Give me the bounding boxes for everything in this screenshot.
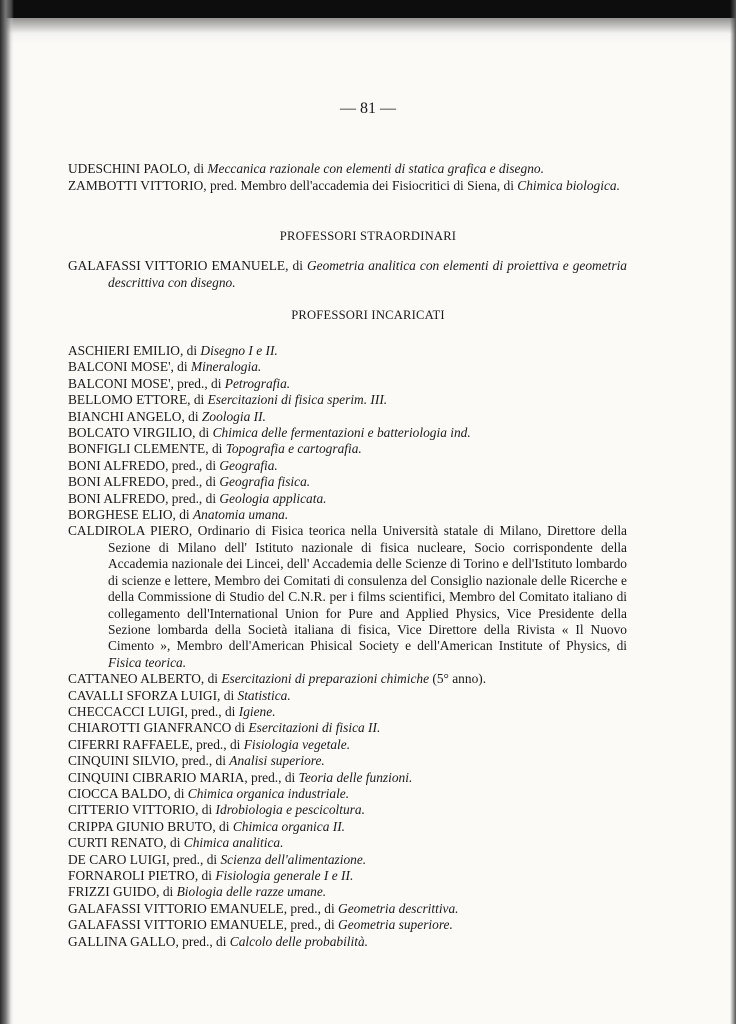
list-item xyxy=(68,917,627,933)
entry-name: GALAFASSI VITTORIO EMANUELE xyxy=(68,900,284,916)
entry-text: , pred., di xyxy=(165,457,220,473)
list-item xyxy=(68,720,627,736)
entry-subject: Petrografia. xyxy=(224,375,291,391)
entry-text: , di xyxy=(186,161,208,176)
entry-text: , pred., di xyxy=(175,933,230,949)
entry-text: , di xyxy=(170,359,191,375)
entry-subject: Teoria delle funzioni. xyxy=(298,769,413,785)
entry-text: , pred., di xyxy=(165,490,220,506)
entry-text: , Ordinario di Fisica teorica nella Università statale di Milano, Direttore della Sezione di Milano dell' Istituto nazionale di fisica nucleare, Socio corrispondente della Accademia nazionale dei Lincei, dell' Accademia delle Scienze di Torino e dell'Istituto lombardo di scienze e lettere, Membro dei Comitati di consulenza del Consiglio nazionale delle Ricerche e della Commissione di Studio del C.N.R. per i films scientifici, Membro del Comitato italiano di collegamento dell'International Union for Pure and Applied Physics, Vice Presidente della Sezione lombarda della Società italiana di fisica, Vice Direttore della Rivista « Il Nuovo Cimento », Membro dell'American Phisical Society e dell'American Institute of Physics, di xyxy=(108,523,627,654)
entry-subject: Geometria superiore. xyxy=(338,917,453,933)
entry-text: di xyxy=(231,720,249,736)
entry-name: CIOCCA BALDO xyxy=(68,785,168,801)
straordinari-entries xyxy=(68,257,627,291)
list-item xyxy=(68,786,627,802)
entry-name: BALCONI MOSE' xyxy=(68,375,171,391)
entry-subject: Analisi superiore. xyxy=(229,753,325,769)
list-item xyxy=(68,704,627,720)
entry-name: CURTI RENATO xyxy=(68,835,164,851)
entry-text: , di xyxy=(195,802,216,818)
incaricati-entries xyxy=(68,343,627,950)
entry-name: BORGHESE ELIO xyxy=(68,507,173,523)
entry-subject: Geometria analitica con elementi di proiettiva e geometria descrittiva con disegno. xyxy=(108,258,627,290)
entry-text: , pred., di xyxy=(165,474,220,490)
entry-subject: Topografia e cartografia. xyxy=(225,441,362,457)
entry-name: BONFIGLI CLEMENTE xyxy=(68,441,206,457)
entry-subject: Geografia fisica. xyxy=(219,474,311,490)
entry-name: DE CARO LUIGI xyxy=(68,851,167,867)
entry-subject: Esercitazioni di fisica II. xyxy=(248,720,381,736)
entry-text: , pred., di xyxy=(244,769,299,785)
entry-subject: Statistica. xyxy=(237,687,291,703)
entry-name: GALAFASSI VITTORIO EMANUELE xyxy=(68,258,286,273)
list-item xyxy=(68,441,627,457)
entry-text: , di xyxy=(187,392,208,408)
entry-name: CHECCACCI LUIGI xyxy=(68,703,185,719)
list-item xyxy=(68,409,627,425)
entry-subject: Scienza dell'alimentazione. xyxy=(220,851,367,867)
list-item xyxy=(68,343,627,359)
entry-subject: Calcolo delle probabilità. xyxy=(229,933,369,949)
list-item xyxy=(68,491,627,507)
entry-name: BIANCHI ANGELO xyxy=(68,408,182,424)
entry-text: , pred. Membro dell'accademia dei Fisiocritici di Siena, di xyxy=(203,178,518,193)
entry-text: , di xyxy=(285,258,307,273)
entry-name: BALCONI MOSE' xyxy=(68,359,171,375)
entry-text: , di xyxy=(172,507,193,523)
entry-subject: Geologia applicata. xyxy=(219,490,327,506)
entry-name: BELLOMO ETTORE xyxy=(68,392,188,408)
list-item xyxy=(68,458,627,474)
entry-subject: Anatomia umana. xyxy=(193,507,289,523)
entry-name: ASCHIERI EMILIO xyxy=(68,343,180,358)
entry-name: BONI ALFREDO xyxy=(68,474,166,490)
entry-name: CITTERIO VITTORIO xyxy=(68,802,196,818)
list-item xyxy=(68,802,627,818)
entry-text: , di xyxy=(217,687,238,703)
list-item xyxy=(68,688,627,704)
entry-text: , di xyxy=(200,671,222,687)
entry-subject: Chimica organica II. xyxy=(232,818,346,834)
entry-name: CINQUINI SILVIO xyxy=(68,753,175,769)
entry-name: BONI ALFREDO xyxy=(68,457,166,473)
entry-text: , di xyxy=(192,425,213,441)
entry-name: GALLINA GALLO xyxy=(68,933,176,949)
list-item xyxy=(68,507,627,523)
list-item xyxy=(68,901,627,917)
top-entries xyxy=(68,160,627,194)
entry-subject: Disegno I e II. xyxy=(200,343,278,358)
list-item xyxy=(68,671,627,687)
list-item xyxy=(68,753,627,769)
entry-text: , pred., di xyxy=(283,900,339,916)
entry-text: , pred., di xyxy=(189,736,244,752)
list-item xyxy=(68,835,627,851)
entry-text: , di xyxy=(163,835,184,851)
list-item xyxy=(68,376,627,392)
entry-subject: Geografia. xyxy=(219,457,278,473)
entry-name: CINQUINI CIBRARIO MARIA xyxy=(68,769,245,785)
entry-name: CALDIROLA PIERO xyxy=(68,523,189,539)
entry-text: , pred., di xyxy=(184,703,239,719)
entry-subject: Idrobiologia e pescicoltura. xyxy=(215,802,365,818)
entry-text: , pred., di xyxy=(283,917,339,933)
list-item xyxy=(68,392,627,408)
entry-subject: Geometria descrittiva. xyxy=(338,900,459,916)
entry-name: CHIAROTTI GIANFRANCO xyxy=(68,720,232,736)
list-item xyxy=(68,852,627,868)
entry-subject: Esercitazioni di fisica sperim. III. xyxy=(207,392,388,408)
entry-name: UDESCHINI PAOLO xyxy=(68,161,187,176)
list-item xyxy=(68,737,627,753)
list-item xyxy=(68,868,627,884)
entry-subject: Chimica organica industriale. xyxy=(187,785,350,801)
entry-subject: Biologia delle razze umane. xyxy=(176,884,327,900)
scan-right-border xyxy=(730,0,736,1024)
entry-subject: Mineralogia. xyxy=(190,359,262,375)
entry-name: FRIZZI GUIDO xyxy=(68,884,157,900)
list-item xyxy=(68,257,627,291)
entry-text: , pred., di xyxy=(175,753,230,769)
page-number: — 81 — xyxy=(340,100,396,117)
entry-text: , di xyxy=(156,884,177,900)
entry-name: CIFERRI RAFFAELE xyxy=(68,736,190,752)
entry-text: , di xyxy=(212,818,233,834)
scan-top-border xyxy=(0,0,736,18)
entry-text: , di xyxy=(205,441,226,457)
entry-name: FORNAROLI PIETRO xyxy=(68,868,195,883)
entry-name: CAVALLI SFORZA LUIGI xyxy=(68,687,218,703)
entry-name: BOLCATO VIRGILIO xyxy=(68,425,193,441)
list-item xyxy=(68,934,627,950)
entry-subject: Chimica biologica. xyxy=(517,178,620,193)
entry-subject: Fisiologia generale I e II. xyxy=(215,868,354,883)
list-item xyxy=(68,770,627,786)
entry-subject: Fisiologia vegetale. xyxy=(243,736,351,752)
scan-noise xyxy=(0,18,736,44)
entry-subject: Igiene. xyxy=(238,703,276,719)
entry-subject: Zoologia II. xyxy=(201,408,266,424)
entry-subject: Meccanica razionale con elementi di statica grafica e disegno. xyxy=(207,161,544,176)
entry-name: BONI ALFREDO xyxy=(68,490,166,506)
entry-name: ZAMBOTTI VITTORIO xyxy=(68,178,204,193)
entry-note: (5° anno). xyxy=(429,671,487,687)
entry-subject: Chimica delle fermentazioni e batteriologia ind. xyxy=(212,425,471,441)
list-item xyxy=(68,359,627,375)
list-item xyxy=(68,177,627,194)
heading-straordinari: PROFESSORI STRAORDINARI xyxy=(279,229,457,243)
scan-left-border xyxy=(0,0,14,1024)
list-item xyxy=(68,819,627,835)
entry-text: , pred., di xyxy=(170,375,225,391)
entry-text: , di xyxy=(179,343,201,358)
entry-name: GALAFASSI VITTORIO EMANUELE xyxy=(68,917,284,933)
entry-text: , di xyxy=(167,785,188,801)
entry-subject: Esercitazioni di preparazioni chimiche xyxy=(221,671,430,687)
entry-subject: Chimica analitica. xyxy=(183,835,284,851)
entry-text: , di xyxy=(194,868,216,883)
heading-incaricati: PROFESSORI INCARICATI xyxy=(291,308,445,322)
list-item xyxy=(68,523,627,671)
entry-name: CATTANEO ALBERTO xyxy=(68,671,201,687)
list-item xyxy=(68,425,627,441)
entry-text: , pred., di xyxy=(166,851,221,867)
entry-text: , di xyxy=(181,408,202,424)
list-item xyxy=(68,884,627,900)
list-item xyxy=(68,160,627,177)
entry-subject: Fisica teorica. xyxy=(108,654,187,670)
list-item xyxy=(68,474,627,490)
entry-name: CRIPPA GIUNIO BRUTO xyxy=(68,818,213,834)
